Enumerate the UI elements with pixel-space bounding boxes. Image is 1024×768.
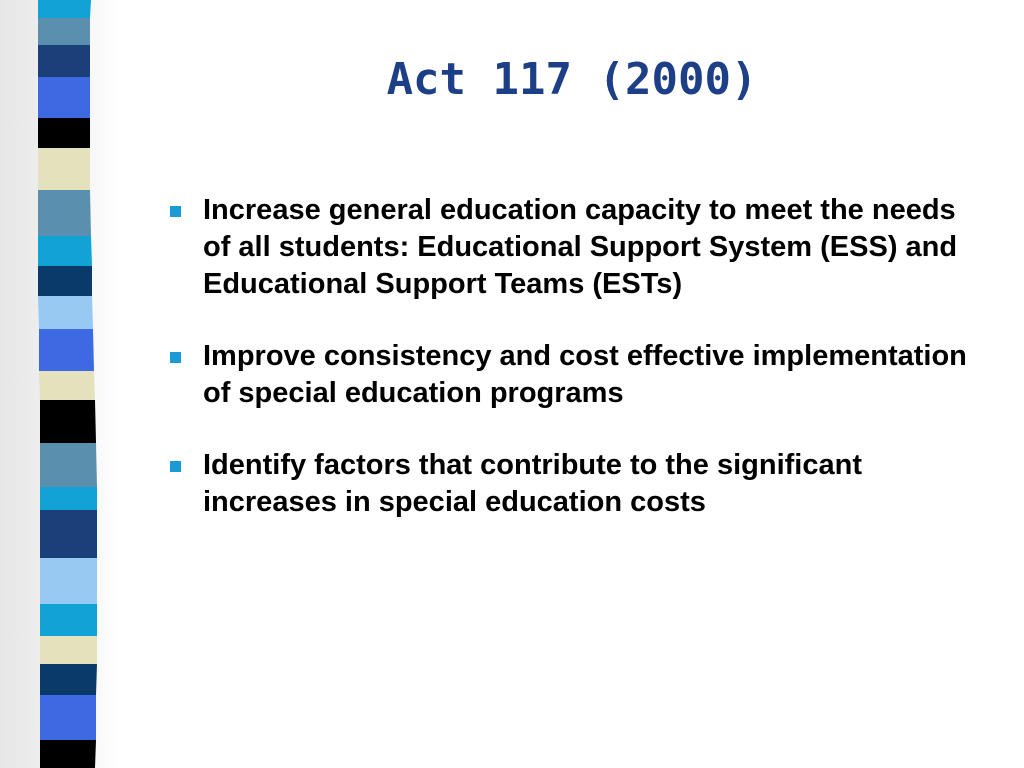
- bullet-text: Improve consistency and cost effective implementation of special education programs: [203, 340, 967, 409]
- stripe-segment: [40, 510, 97, 558]
- stripe-segment: [38, 236, 92, 266]
- stripe-segment: [38, 296, 93, 329]
- square-bullet-icon: [170, 352, 181, 363]
- stripe-segment: [38, 77, 90, 118]
- square-bullet-icon: [170, 206, 181, 217]
- bullet-item: [164, 447, 984, 521]
- stripe-segment: [39, 329, 94, 371]
- stripe-segment: [38, 0, 91, 18]
- bullet-list: [164, 192, 984, 521]
- stripe-segment: [40, 400, 96, 443]
- stripe-segment: [38, 266, 92, 296]
- stripe-segment: [39, 371, 95, 400]
- bullet-item: [164, 192, 984, 303]
- decorative-stripe-bar: [0, 0, 140, 768]
- slide-title: Act 117 (2000): [386, 54, 758, 105]
- stripe-segment: [40, 604, 97, 636]
- stripe-segment: [38, 148, 90, 190]
- stripe-segment: [40, 740, 96, 768]
- stripe-segment: [40, 695, 96, 740]
- bullet-item: [164, 338, 984, 412]
- stripe-segment: [40, 664, 97, 695]
- square-bullet-icon: [170, 461, 181, 472]
- stripe-segment: [38, 18, 90, 45]
- stripe-segment: [40, 443, 97, 487]
- bullet-text: Increase general education capacity to meet the needs of all students: Educational Support System (ESS) and Educational Support Teams (ESTs): [203, 194, 958, 300]
- stripe-segment: [38, 118, 90, 148]
- stripe-segment: [40, 636, 97, 664]
- stripe-segment: [38, 45, 90, 77]
- stripe-segment: [38, 190, 91, 236]
- stripe-segment: [40, 558, 97, 604]
- bullet-text: Identify factors that contribute to the significant increases in special education costs: [203, 449, 862, 518]
- stripe-segment: [40, 487, 97, 510]
